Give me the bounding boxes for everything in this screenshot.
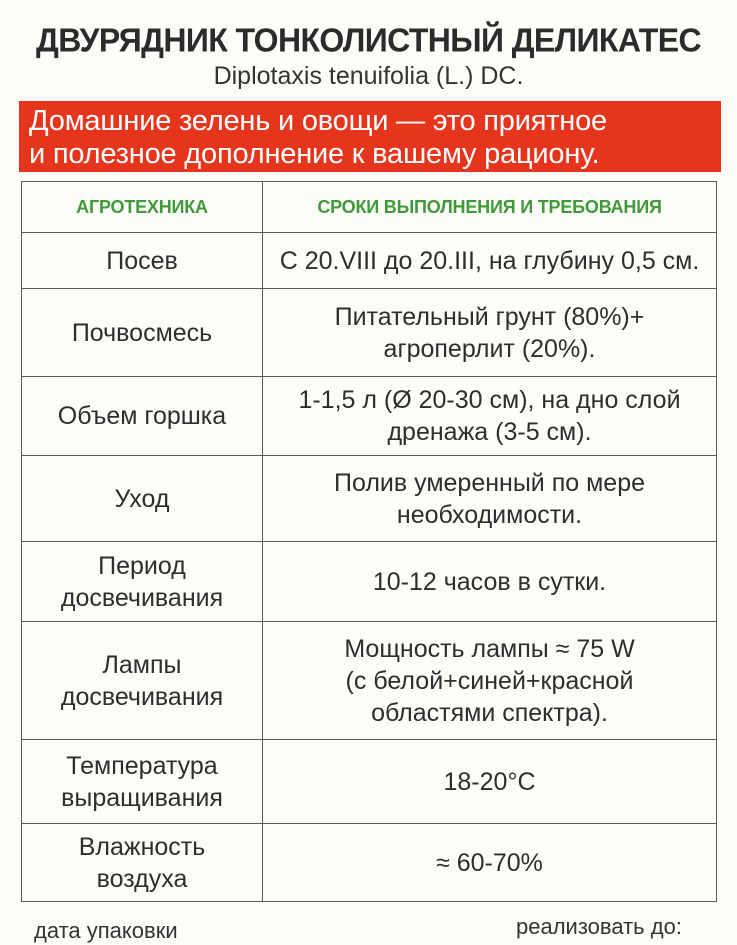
- row-label: [22, 233, 263, 289]
- agrotech-table: [21, 181, 717, 902]
- table-row-light-period: [22, 542, 717, 622]
- row-value: [263, 289, 717, 377]
- product-title: ДВУРЯДНИК ТОНКОЛИСТНЫЙ ДЕЛИКАТЕС: [36, 21, 701, 59]
- banner-line-1: Домашние зелень и овощи — это приятное: [29, 105, 607, 137]
- row-value-line: ≈ 60-70%: [436, 848, 543, 877]
- row-label-line: выращивания: [61, 783, 223, 812]
- table-row-soil: [22, 289, 717, 377]
- table-row-temperature: [22, 740, 717, 824]
- table-row-lamps: [22, 622, 717, 740]
- row-label-line: досвечивания: [60, 682, 224, 711]
- row-label: [22, 824, 263, 902]
- packing-date-label: дата упаковки: [34, 918, 178, 943]
- row-value-line: областями спектра).: [371, 698, 608, 727]
- row-value-line: Питательный грунт (80%)+: [334, 302, 645, 331]
- row-label-line: Влажность: [78, 832, 206, 861]
- banner-line-2: и полезное дополнение к вашему рациону.: [29, 138, 600, 170]
- row-value-line: (с белой+синей+красной: [345, 666, 634, 695]
- row-value-line: агроперлит (20%).: [383, 334, 596, 363]
- row-value-line: необходимости.: [396, 500, 583, 529]
- row-label-line: досвечивания: [60, 583, 224, 612]
- row-value-line: 18-20°С: [443, 767, 536, 796]
- row-label-line: Почвосмесь: [71, 318, 213, 347]
- sell-by-label: реализовать до:: [516, 914, 682, 939]
- row-label-line: Лампы: [102, 650, 182, 679]
- row-value-line: 1-1,5 л (Ø 20-30 см), на дно слой: [298, 386, 681, 414]
- promo-banner: [19, 101, 721, 172]
- header-terms: СРОКИ ВЫПОЛНЕНИЯ И ТРЕБОВАНИЯ: [263, 182, 717, 233]
- row-label: [22, 289, 263, 377]
- row-label: [22, 740, 263, 824]
- table-row-pot: [22, 377, 717, 456]
- row-label-line: Посев: [106, 246, 178, 275]
- row-label-line: воздуха: [96, 864, 188, 893]
- table-row-sowing: [22, 233, 717, 289]
- row-value: [263, 824, 717, 902]
- row-value-line: С 20.VIII до 20.III, на глубину 0,5 см.: [279, 246, 700, 275]
- row-value: [263, 456, 717, 542]
- row-value: [263, 622, 717, 740]
- table-header-row: [22, 182, 717, 233]
- row-label-line: Объем горшка: [57, 402, 227, 430]
- row-value: [263, 542, 717, 622]
- row-label: [22, 456, 263, 542]
- row-value-line: Мощность лампы ≈ 75 W: [344, 634, 635, 663]
- latin-name: Diplotaxis tenuifolia (L.) DC.: [213, 62, 524, 90]
- row-label: [22, 542, 263, 622]
- header-agrotech: АГРОТЕХНИКА: [22, 182, 263, 233]
- row-value: [263, 233, 717, 289]
- table-row-care: [22, 456, 717, 542]
- row-value: [263, 377, 717, 456]
- table-row-humidity: [22, 824, 717, 902]
- row-label: [22, 622, 263, 740]
- row-value-line: дренажа (3-5 см).: [387, 418, 592, 446]
- row-label: [22, 377, 263, 456]
- row-value-line: Полив умеренный по мере: [334, 468, 645, 497]
- row-label-line: Период: [98, 551, 186, 580]
- row-label-line: Уход: [114, 484, 170, 513]
- row-label-line: Температура: [66, 751, 218, 780]
- row-value: [263, 740, 717, 824]
- row-value-line: 10-12 часов в сутки.: [372, 567, 607, 596]
